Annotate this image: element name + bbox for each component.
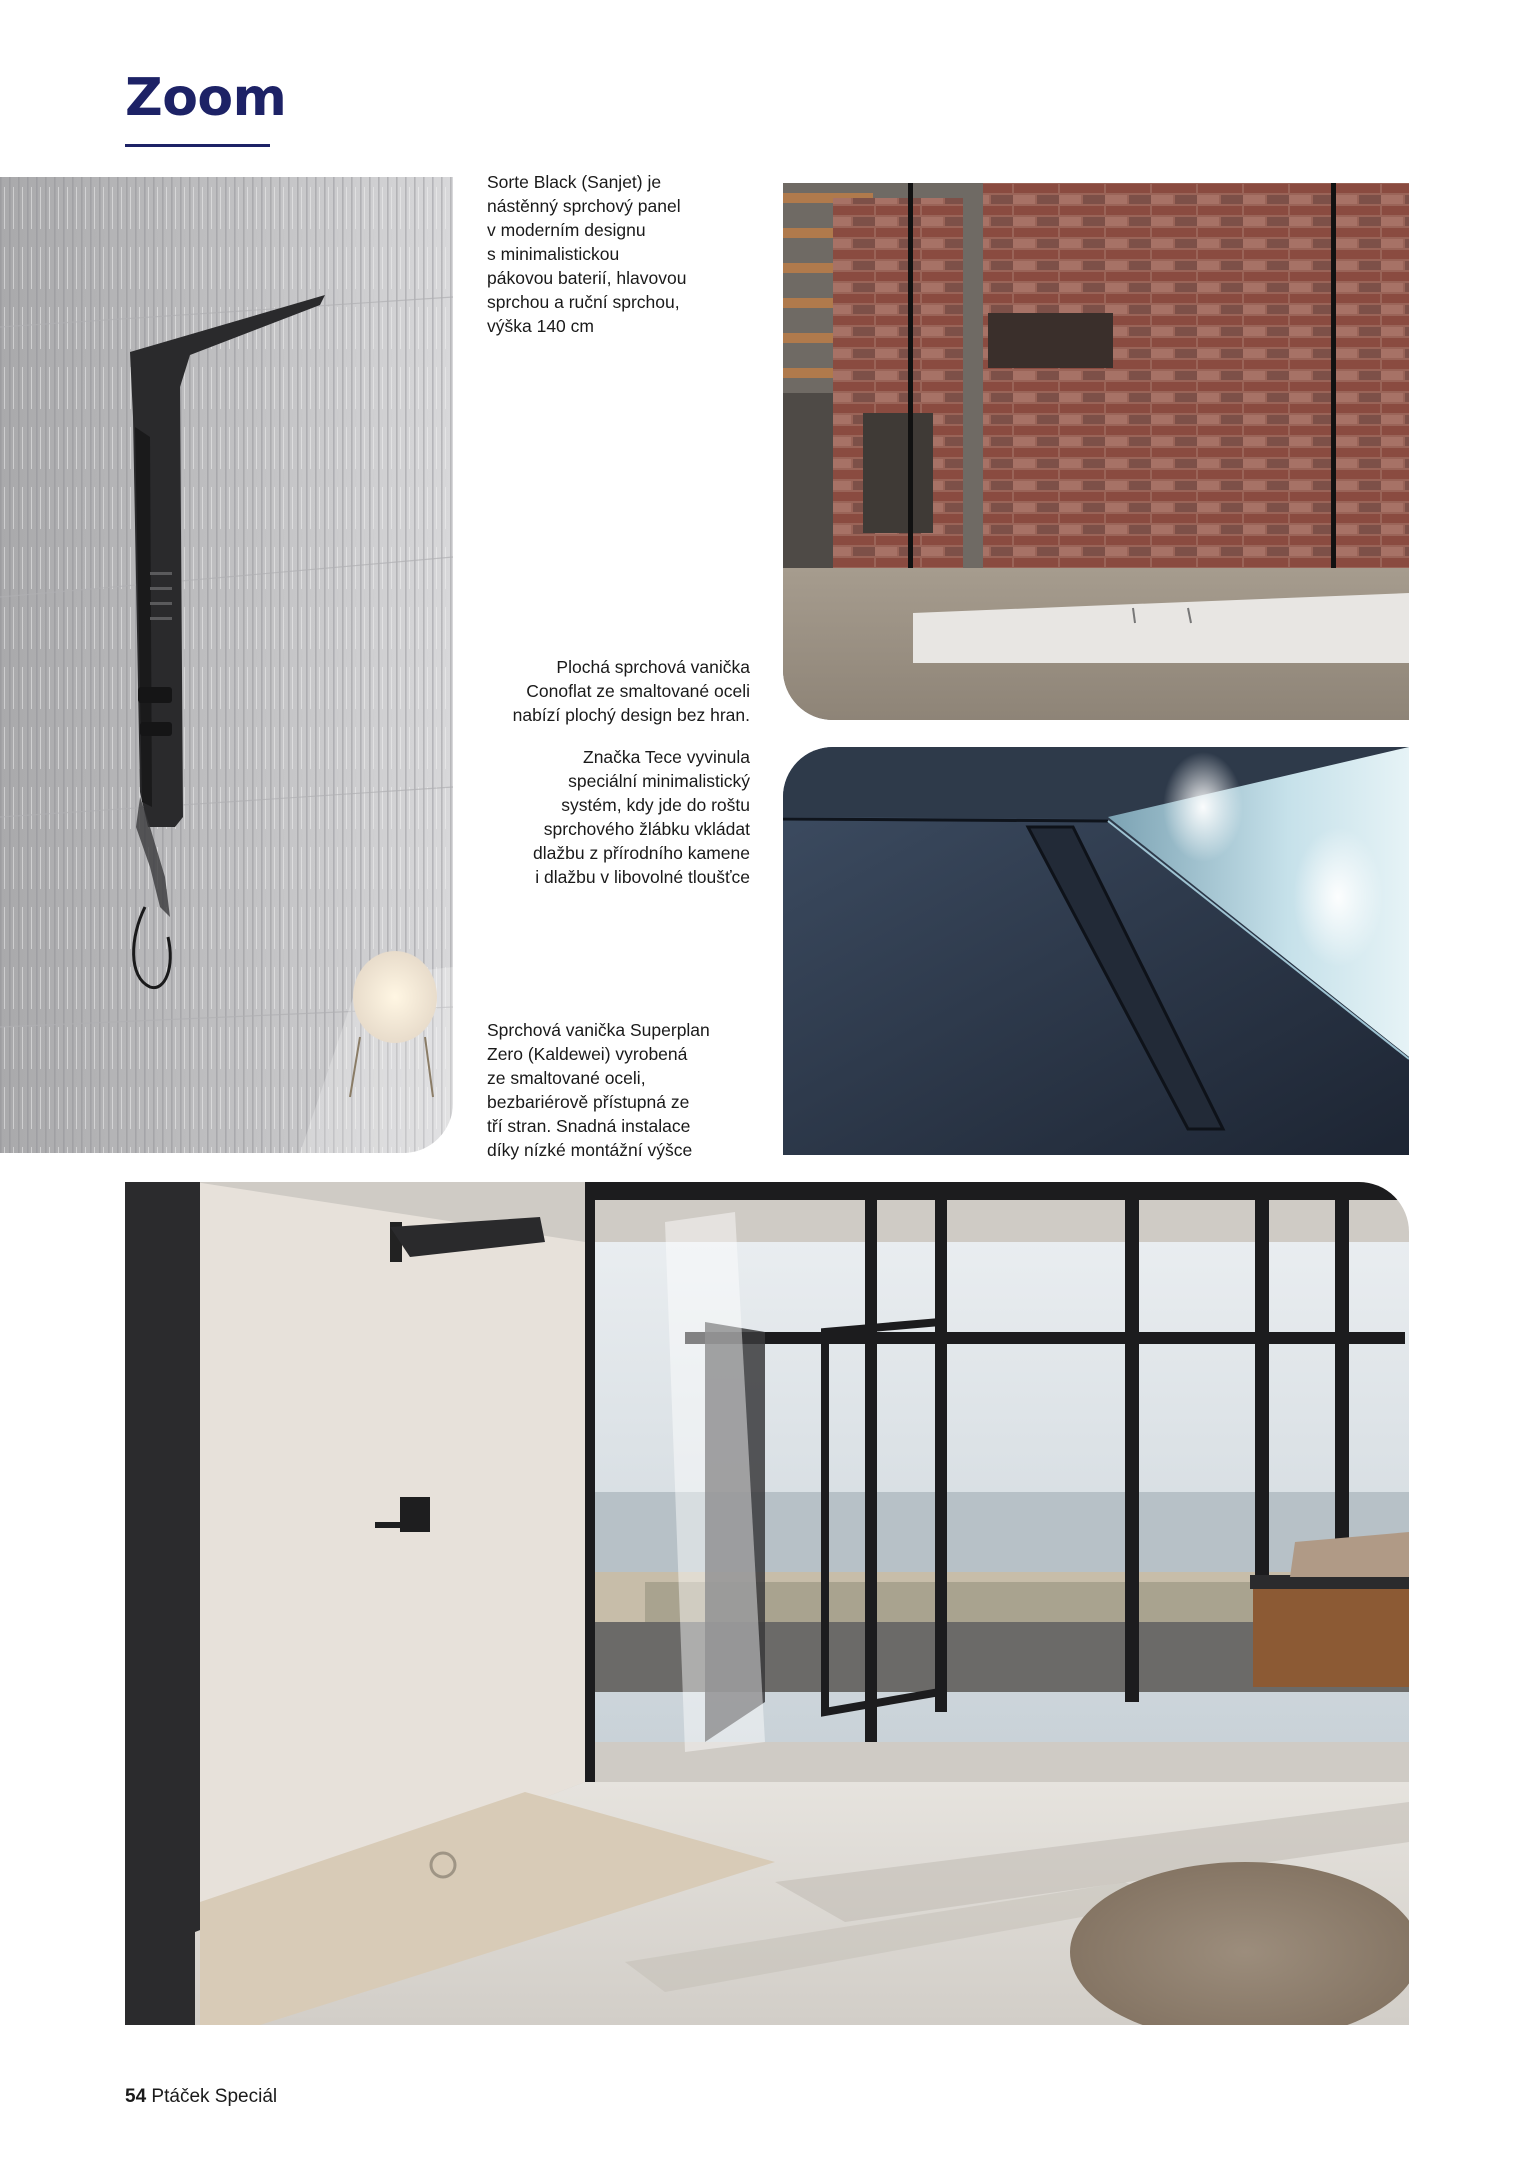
shower-panel-photo (0, 177, 453, 1153)
publication-name: Ptáček Speciál (151, 2086, 278, 2107)
page-title: Zoom (125, 68, 287, 128)
caption-sorte-black: Sorte Black (Sanjet) je nástěnný sprchový panel v moderním designu s minimalistickou pákovou baterií, hlavovou sprchou a ruční sprchou, výška 140 cm (487, 172, 687, 336)
caption-superplan-zero: Sprchová vanička Superplan Zero (Kaldewei) vyrobená ze smaltované oceli, bezbariérově přístupná ze tří stran. Snadná instalace díky nízké montážní výšce (487, 1020, 710, 1160)
page-number: 54 (125, 2086, 147, 2107)
caption-tece: Značka Tece vyvinula speciální minimalistický systém, kdy jde do roštu sprchového žlábku vkládat dlažbu z přírodního kamene i dlažbu v libovolné tloušťce (533, 747, 750, 887)
brick-wall-shower-photo (783, 183, 1409, 720)
bathroom-shower-tray-photo (125, 1182, 1409, 2025)
caption-conoflat: Plochá sprchová vanička Conoflat ze smaltované oceli nabízí plochý design bez hran. (512, 657, 750, 725)
title-underline (125, 144, 270, 147)
page-footer (125, 2086, 277, 2108)
slate-floor-drain-photo (783, 747, 1409, 1155)
